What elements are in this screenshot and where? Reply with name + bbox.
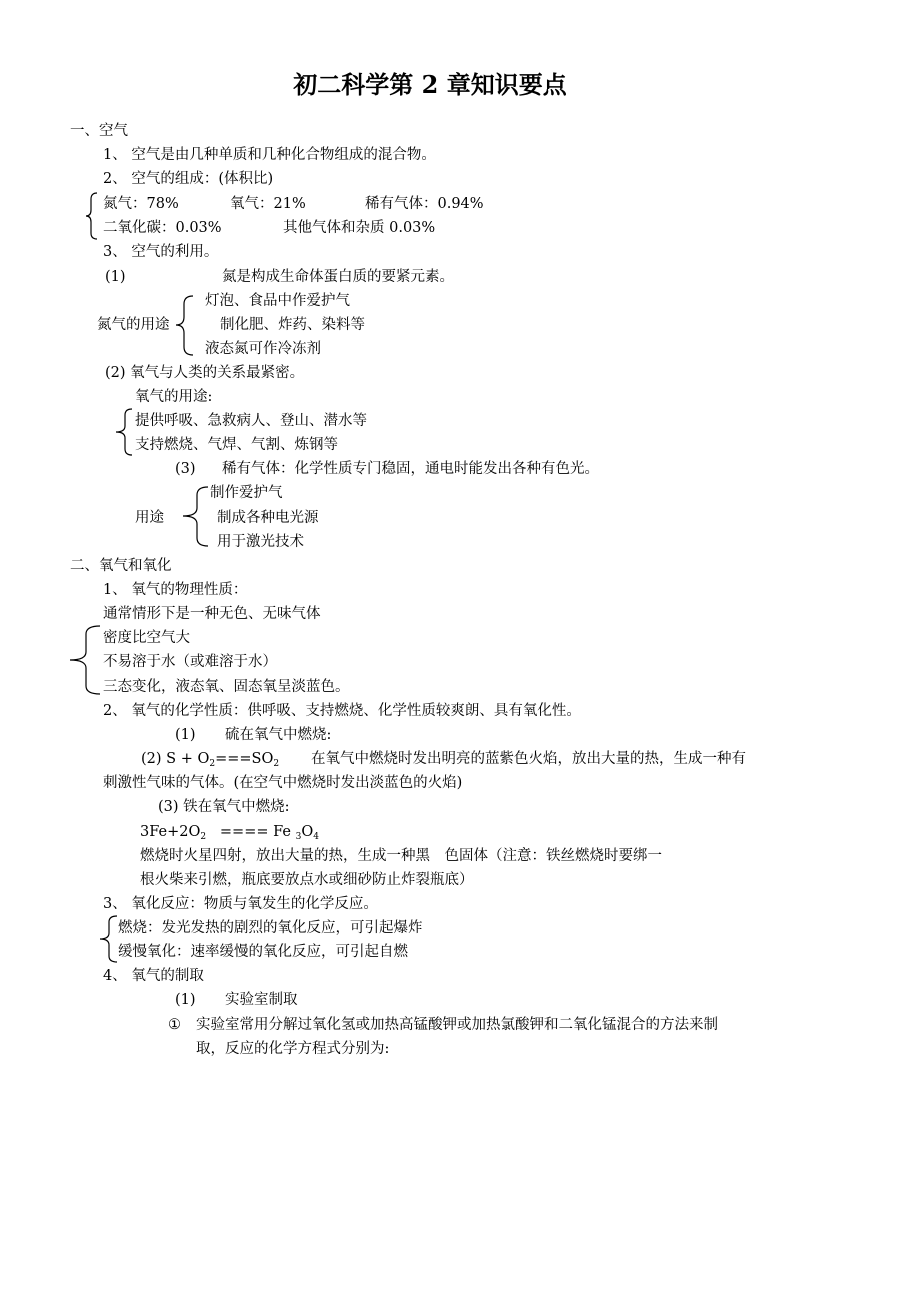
oxygen-use-label: 氧气的用途: (135, 389, 213, 405)
rare-gas-use-2: 制成各种电光源 (217, 510, 319, 526)
iron-description-1: 燃烧时火星四射，放出大量的热，生成一种黑 色固体（注意：铁丝燃烧时要绑一 (140, 848, 662, 864)
oxygen-use-1: 提供呼吸、急救病人、登山、潜水等 (135, 413, 367, 429)
usage-1-number: (1) (105, 269, 126, 285)
lab-method-line-1: 实验室常用分解过氧化氢或加热高锰酸钾或加热氯酸钾和二氧化锰混合的方法来制 (196, 1017, 718, 1033)
oxidation-brace-icon (97, 915, 119, 963)
page-title: 初二科学第 2 章知识要点 (293, 70, 567, 99)
usage-3-text: 稀有气体：化学性质专门稳固，通电时能发出各种有色光。 (222, 461, 599, 477)
other-gas-percent: 其他气体和杂质 0.03% (283, 220, 436, 236)
nitrogen-use-label: 氮气的用途 (97, 317, 170, 333)
composition-brace-icon (85, 192, 101, 240)
oxygen-preparation-point: 4、 氧气的制取 (103, 968, 204, 984)
sulfur-description: 在氧气中燃烧时发出明亮的蓝紫色火焰，放出大量的热，生成一种有 (311, 751, 746, 767)
nitrogen-use-3: 液态氮可作冷冻剂 (205, 341, 321, 357)
co2-percent: 二氧化碳：0.03% (103, 220, 222, 236)
usage-2-text: (2) 氧气与人类的关系最紧密。 (105, 365, 305, 381)
physical-brace-icon (68, 624, 102, 696)
physical-prop-2: 密度比空气大 (103, 630, 190, 646)
iron-description-2: 根火柴来引燃，瓶底要放点水或细砂防止炸裂瓶底） (140, 872, 474, 888)
sulfur-equation: (2) $S + O_2===SO_2$ (141, 751, 280, 769)
rare-gas-use-1: 制作爱护气 (210, 485, 283, 501)
usage-3-number: (3) (175, 461, 196, 477)
oxygen-percent: 氧气：21% (230, 196, 306, 212)
rare-gas-percent: 稀有气体：0.94% (365, 196, 484, 212)
physical-prop-3: 不易溶于水（或难溶于水） (103, 654, 277, 670)
nitrogen-use-brace-icon (173, 294, 195, 358)
chem-3-text: (3) 铁在氧气中燃烧: (158, 799, 290, 815)
section-2-heading: 二、氧气和氧化 (70, 558, 172, 574)
chem-1-number: (1) (175, 727, 196, 743)
nitrogen-percent: 氮气：78% (103, 196, 179, 212)
chem-1-text: 硫在氧气中燃烧: (225, 727, 332, 743)
air-composition-point: 2、 空气的组成：(体积比) (103, 171, 274, 187)
physical-prop-1: 通常情形下是一种无色、无味气体 (103, 606, 321, 622)
iron-equation: $3Fe+2O_2$ ==== Fe $_3O_4$ (140, 824, 319, 842)
sulfur-description-cont: 刺激性气味的气体。(在空气中燃烧时发出淡蓝色的火焰) (103, 775, 463, 791)
nitrogen-use-1: 灯泡、食品中作爱护气 (205, 293, 350, 309)
lab-method-line-2: 取，反应的化学方程式分别为: (196, 1041, 390, 1057)
rare-gas-use-3: 用于激光技术 (217, 534, 304, 550)
rare-gas-use-brace-icon (180, 485, 210, 549)
lab-text: 实验室制取 (225, 992, 298, 1008)
physical-prop-4: 三态变化，液态氧、固态氧呈淡蓝色。 (103, 679, 350, 695)
oxidation-type-2: 缓慢氧化：速率缓慢的氧化反应，可引起自燃 (118, 944, 408, 960)
lab-number: (1) (175, 992, 196, 1008)
oxidation-type-1: 燃烧：发光发热的剧烈的氧化反应，可引起爆炸 (118, 920, 423, 936)
section-1-heading: 一、空气 (70, 123, 128, 139)
air-mixture-point: 1、 空气是由几种单质和几种化合物组成的混合物。 (103, 147, 436, 163)
circled-number-1: ① (168, 1017, 181, 1033)
oxygen-use-brace-icon (112, 408, 134, 456)
nitrogen-use-2: 制化肥、炸药、染料等 (220, 317, 365, 333)
rare-gas-use-label: 用途 (135, 510, 164, 526)
air-usage-point: 3、 空气的利用。 (103, 244, 219, 260)
oxygen-use-2: 支持燃烧、气焊、气割、炼钢等 (135, 437, 338, 453)
oxygen-physical-point: 1、 氧气的物理性质： (103, 582, 248, 598)
usage-1-text: 氮是构成生命体蛋白质的要紧元素。 (222, 269, 454, 285)
oxidation-point: 3、 氧化反应：物质与氧发生的化学反应。 (103, 896, 378, 912)
oxygen-chemical-point: 2、 氧气的化学性质：供呼吸、支持燃烧、化学性质较爽朗、具有氧化性。 (103, 703, 581, 719)
